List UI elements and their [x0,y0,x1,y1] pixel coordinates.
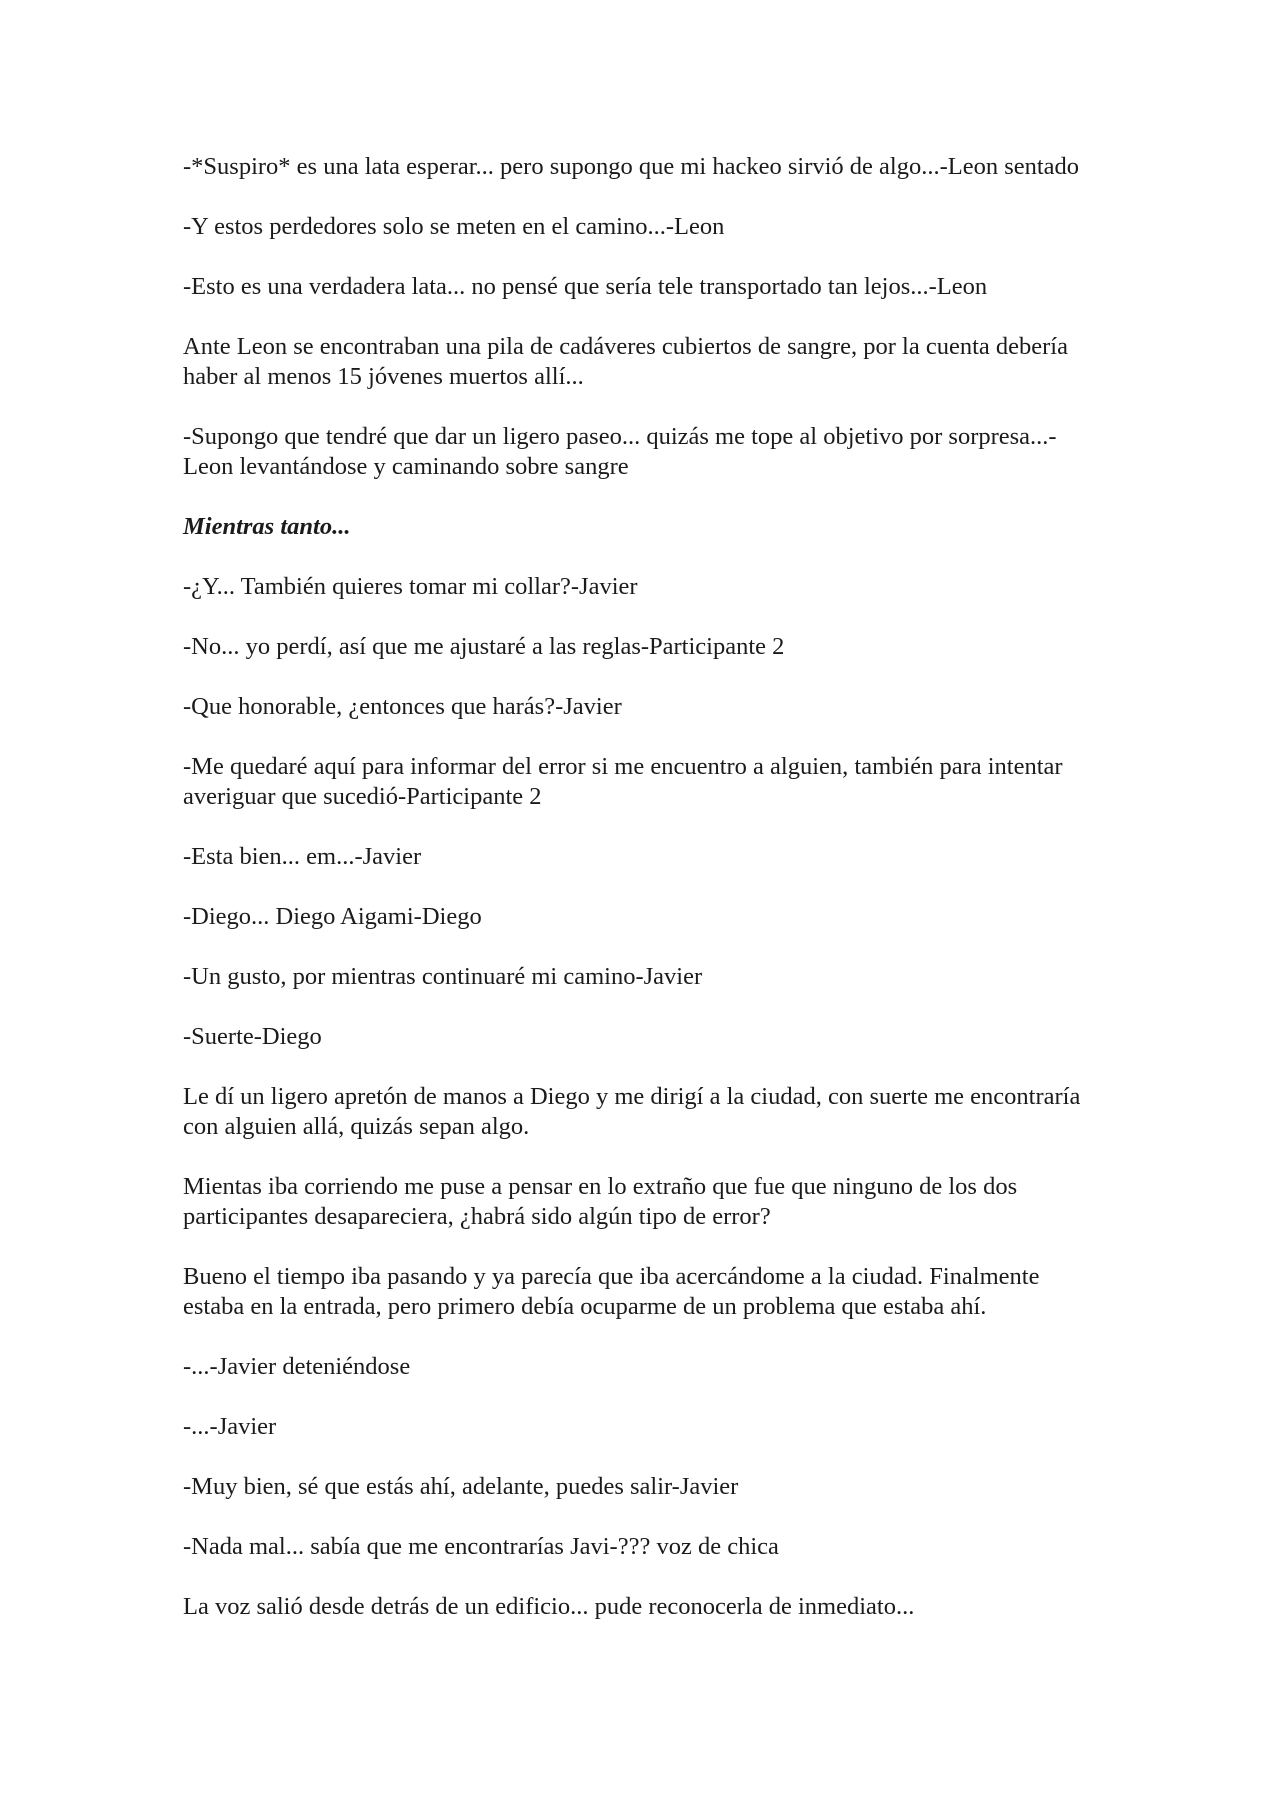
paragraph: -Diego... Diego Aigami-Diego [183,903,482,930]
paragraph: -Y estos perdedores solo se meten en el camino...-Leon [183,213,725,240]
paragraph: Ante Leon se encontraban una pila de cadáveres cubiertos de sangre, por la cuenta debería haber al menos 15 jóvenes muertos allí... [183,333,1068,390]
paragraph: -No... yo perdí, así que me ajustaré a las reglas-Participante 2 [183,633,785,660]
paragraph: -Supongo que tendré que dar un ligero paseo... quizás me tope al objetivo por sorpresa...-Leon levantándose y caminando sobre sangre [183,423,1057,480]
paragraph: -Nada mal... sabía que me encontrarías Javi-??? voz de chica [183,1533,779,1560]
paragraph: -Un gusto, por mientras continuaré mi camino-Javier [183,963,703,990]
paragraph: -Esto es una verdadera lata... no pensé que sería tele transportado tan lejos...-Leon [183,273,988,300]
paragraph: Bueno el tiempo iba pasando y ya parecía que iba acercándome a la ciudad. Finalmente estaba en la entrada, pero primero debía ocuparme de un problema que estaba ahí. [183,1263,1040,1320]
paragraph: -Muy bien, sé que estás ahí, adelante, puedes salir-Javier [183,1473,739,1500]
paragraph: -Esta bien... em...-Javier [183,843,422,870]
paragraph: -Me quedaré aquí para informar del error si me encuentro a alguien, también para intentar averiguar que sucedió-Participante 2 [183,753,1063,810]
paragraph: -¿Y... También quieres tomar mi collar?-Javier [183,573,638,600]
paragraph: Le dí un ligero apretón de manos a Diego y me dirigí a la ciudad, con suerte me encontraría con alguien allá, quizás sepan algo. [183,1083,1081,1140]
paragraph: La voz salió desde detrás de un edificio... pude reconocerla de inmediato... [183,1593,915,1620]
paragraph: -...-Javier [183,1413,277,1440]
paragraph: -Que honorable, ¿entonces que harás?-Javier [183,693,622,720]
paragraph: -*Suspiro* es una lata esperar... pero supongo que mi hackeo sirvió de algo...-Leon sentado [183,153,1080,180]
paragraph: -Suerte-Diego [183,1023,322,1050]
paragraph: Mientas iba corriendo me puse a pensar en lo extraño que fue que ninguno de los dos participantes desapareciera, ¿habrá sido algún tipo de error? [183,1173,1018,1230]
document-page [183,152,1095,1652]
section-heading: Mientras tanto... [183,513,351,540]
paragraph: -...-Javier deteniéndose [183,1353,411,1380]
